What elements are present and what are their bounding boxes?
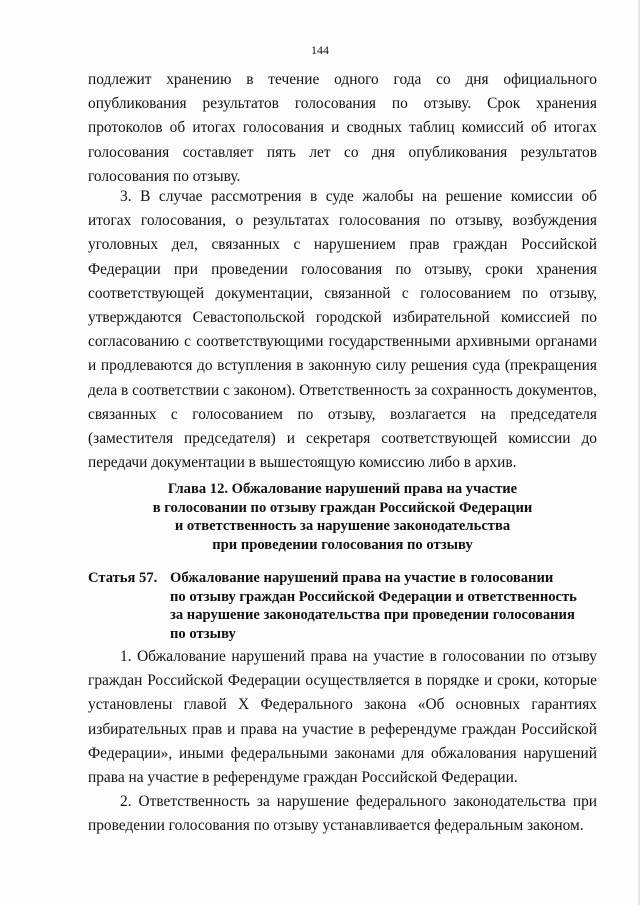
article-title-line: по отзыву граждан Российской Федерации и ответственность <box>170 588 577 605</box>
article-title-line: по отзыву <box>170 625 236 642</box>
page-number: 144 <box>311 43 329 57</box>
article-title-line: Обжалование нарушений права на участие в голосовании <box>170 570 554 586</box>
chapter-heading-line: и ответственность за нарушение законодательства <box>174 518 511 534</box>
article-title <box>170 569 606 643</box>
paragraph-text: 1. Обжалование нарушений права на участие в голосовании по отзыву граждан Российской Федерации осуществляется в порядке и сроки, которые установлены главой X Федерального закона «Об основных гарантиях избирательных прав и права на участие в референдуме граждан Российской Федерации», иными федеральными законами для обжалования нарушений права на участие в референдуме граждан Российской Федерации. <box>88 648 597 787</box>
chapter-heading-line: в голосовании по отзыву граждан Российской Федерации <box>152 499 533 516</box>
chapter-heading <box>88 480 597 554</box>
chapter-heading-line: Глава 12. Обжалование нарушений права на участие <box>167 481 518 497</box>
paragraph-text: 2. Ответственность за нарушение федерального законодательства при проведении голосования по отзыву устанавливается федеральным законом. <box>88 793 597 835</box>
paragraph-court-appeal-storage <box>88 185 597 475</box>
paragraph-appeal-procedure <box>88 645 597 790</box>
article-title-line: за нарушение законодательства при проведении голосования <box>170 607 575 623</box>
paragraph-storage-terms <box>88 68 597 189</box>
paragraph-text: подлежит хранению в течение одного года со дня официального опубликования результатов голосования по отзыву. Срок хранения протоколов об итогах голосования и сводных таблиц комиссий об итогах голосования составляет пять лет со дня опубликования результатов голосования по отзыву. <box>88 71 597 185</box>
paragraph-liability <box>88 790 597 838</box>
article-label: Статья 57. <box>88 570 158 586</box>
chapter-heading-line: при проведении голосования по отзыву <box>212 536 473 553</box>
paragraph-text: 3. В случае рассмотрения в суде жалобы на решение комиссии об итогах голосования, о результатах голосования по отзыву, возбуждения уголовных дел, связанных с нарушением прав граждан Российской Федерации при проведении голосования по отзыву, сроки хранения соответствующей документации, связанной с голосованием по отзыву, утверждаются Севастопольской городской избирательной комиссией по согласованию с соответствующими государственными архивными органами и продлеваются до вступления в законную силу решения суда (прекращения дела в соответствии с законом). Ответственность за сохранность документов, связанных с голосованием по отзыву, возлагается на председателя (заместителя председателя) и секретаря соответствующей комиссии до передачи документации в вышестоящую комиссию либо в архив. <box>88 188 597 472</box>
